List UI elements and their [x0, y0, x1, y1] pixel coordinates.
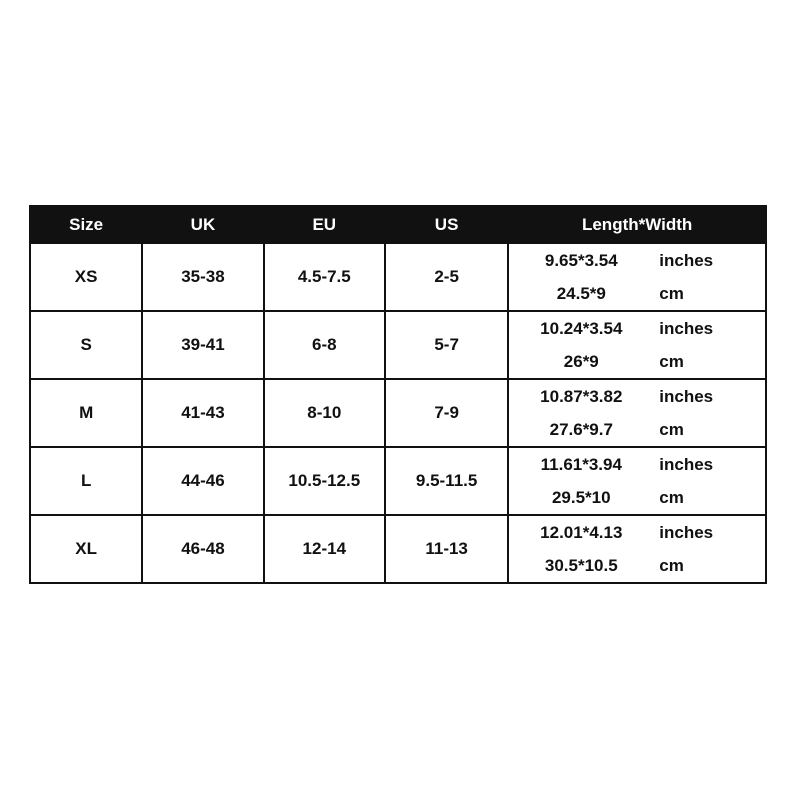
table-body [30, 243, 766, 583]
cell-length-width [508, 515, 766, 583]
inches-value: 11.61*3.94 [540, 454, 622, 474]
cm-unit: cm [659, 419, 684, 439]
cell-eu: 10.5-12.5 [264, 447, 385, 515]
cell-uk: 39-41 [142, 311, 263, 379]
inches-value: 12.01*4.13 [540, 522, 623, 542]
dimension-grid [509, 448, 765, 514]
table-row [30, 447, 766, 515]
cell-uk: 44-46 [142, 447, 263, 515]
cell-uk: 41-43 [142, 379, 263, 447]
inches-unit: inches [659, 250, 714, 270]
inches-unit: inches [659, 522, 714, 542]
cell-length-width [508, 379, 766, 447]
cell-us: 11-13 [385, 515, 508, 583]
inches-value: 10.87*3.82 [540, 386, 623, 406]
cell-eu: 8-10 [264, 379, 385, 447]
cell-us: 5-7 [385, 311, 508, 379]
dimension-grid [509, 516, 765, 582]
inches-value: 10.24*3.54 [540, 318, 623, 338]
cell-length-width [508, 311, 766, 379]
header-us: US [385, 206, 508, 243]
cell-eu: 12-14 [264, 515, 385, 583]
size-chart-table [29, 205, 767, 584]
cell-length-width [508, 243, 766, 311]
header-row [30, 206, 766, 243]
cell-uk: 35-38 [142, 243, 263, 311]
dimension-grid [509, 380, 765, 446]
cell-us: 9.5-11.5 [385, 447, 508, 515]
cell-us: 2-5 [385, 243, 508, 311]
cm-value: 26*9 [563, 351, 599, 371]
header-uk: UK [142, 206, 263, 243]
cell-size: M [30, 379, 142, 447]
cm-value: 27.6*9.7 [549, 419, 613, 439]
cell-eu: 4.5-7.5 [264, 243, 385, 311]
inches-unit: inches [659, 454, 714, 474]
cell-size: S [30, 311, 142, 379]
cm-unit: cm [659, 283, 684, 303]
table-row [30, 515, 766, 583]
cell-us: 7-9 [385, 379, 508, 447]
dimension-grid [509, 312, 765, 378]
cell-length-width [508, 447, 766, 515]
cell-size: XS [30, 243, 142, 311]
cm-value: 24.5*9 [556, 283, 606, 303]
cm-unit: cm [659, 487, 684, 507]
table-header [30, 206, 766, 243]
cell-size: XL [30, 515, 142, 583]
cell-eu: 6-8 [264, 311, 385, 379]
cm-unit: cm [659, 351, 684, 371]
cm-value: 30.5*10.5 [544, 555, 618, 575]
header-length-width: Length*Width [508, 206, 766, 243]
header-eu: EU [264, 206, 385, 243]
table-row [30, 311, 766, 379]
cm-unit: cm [659, 555, 684, 575]
table-row [30, 379, 766, 447]
header-size: Size [30, 206, 142, 243]
dimension-grid [509, 244, 765, 310]
inches-value: 9.65*3.54 [544, 250, 618, 270]
table-row [30, 243, 766, 311]
cm-value: 29.5*10 [551, 487, 611, 507]
cell-uk: 46-48 [142, 515, 263, 583]
inches-unit: inches [659, 318, 714, 338]
cell-size: L [30, 447, 142, 515]
inches-unit: inches [659, 386, 714, 406]
